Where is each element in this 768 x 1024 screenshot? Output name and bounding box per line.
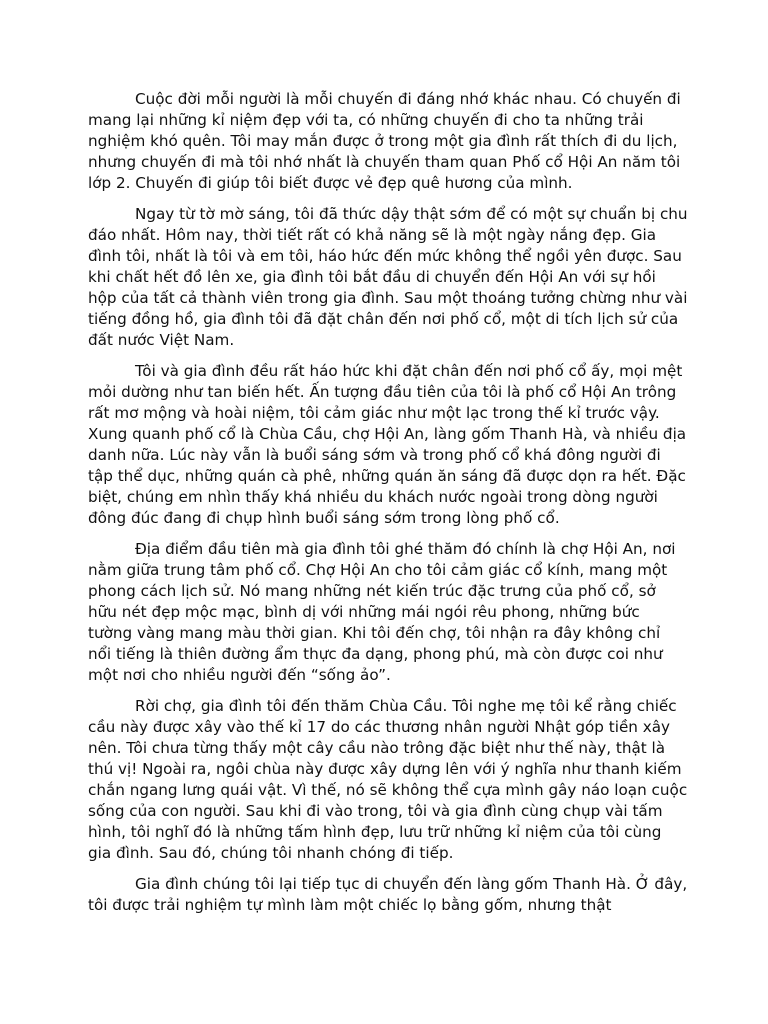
paragraph: Gia đình chúng tôi lại tiếp tục di chuyển đến làng gốm Thanh Hà. Ở đây, tôi được trải nghiệm tự mình làm một chiếc lọ bằng gốm, nhưng thật: [88, 875, 688, 914]
document-body: [88, 89, 688, 926]
paragraph: Tôi và gia đình đều rất háo hức khi đặt chân đến nơi phố cổ ấy, mọi mệt mỏi dường như tan biến hết. Ấn tượng đầu tiên của tôi là phố cổ Hội An trông rất mơ mộng và hoài niệm, tôi cảm giác như một lạc trong thế kỉ trước vậy. Xung quanh phố cổ là Chùa Cầu, chợ Hội An, làng gốm Thanh Hà, và nhiều địa danh nữa. Lúc này vẫn là buổi sáng sớm và trong phố cổ khá đông người đi tập thể dục, những quán cà phê, những quán ăn sáng đã được dọn ra hết. Đặc biệt, chúng em nhìn thấy khá nhiều du khách nước ngoài trong dòng người đông đúc đang đi chụp hình buổi sáng sớm trong lòng phố cổ.: [88, 362, 687, 527]
paragraph: Địa điểm đầu tiên mà gia đình tôi ghé thăm đó chính là chợ Hội An, nơi nằm giữa trung tâm phố cổ. Chợ Hội An cho tôi cảm giác cổ kính, mang một phong cách lịch sử. Nó mang những nét kiến trúc đặc trưng của phố cổ, sở hữu nét đẹp mộc mạc, bình dị với những mái ngói rêu phong, những bức tường vàng mang màu thời gian. Khi tôi đến chợ, tôi nhận ra đây không chỉ nổi tiếng là thiên đường ẩm thực đa dạng, phong phú, mà còn được coi như một nơi cho nhiều người đến “sống ảo”.: [88, 540, 676, 684]
paragraph: Rời chợ, gia đình tôi đến thăm Chùa Cầu. Tôi nghe mẹ tôi kể rằng chiếc cầu này được xây vào thế kỉ 17 do các thương nhân người Nhật góp tiền xây nên. Tôi chưa từng thấy một cây cầu nào trông đặc biệt như thế này, thật là thú vị! Ngoài ra, ngôi chùa này được xây dựng lên với ý nghĩa như thanh kiếm chắn ngang lưng quái vật. Vì thế, nó sẽ không thể cựa mình gây náo loạn cuộc sống của con người. Sau khi đi vào trong, tôi và gia đình cùng chụp vài tấm hình, tôi nghĩ đó là những tấm hình đẹp, lưu trữ những kỉ niệm của tôi cùng gia đình. Sau đó, chúng tôi nhanh chóng đi tiếp.: [88, 697, 688, 862]
paragraph: Ngay từ tờ mờ sáng, tôi đã thức dậy thật sớm để có một sự chuẩn bị chu đáo nhất. Hôm nay, thời tiết rất có khả năng sẽ là một ngày nắng đẹp. Gia đình tôi, nhất là tôi và em tôi, háo hức đến mức không thể ngồi yên được. Sau khi chất hết đồ lên xe, gia đình tôi bắt đầu di chuyển đến Hội An với sự hồi hộp của tất cả thành viên trong gia đình. Sau một thoáng tưởng chừng như vài tiếng đồng hồ, gia đình tôi đã đặt chân đến nơi phố cổ, một di tích lịch sử của đất nước Việt Nam.: [88, 205, 688, 349]
paragraph: Cuộc đời mỗi người là mỗi chuyến đi đáng nhớ khác nhau. Có chuyến đi mang lại những kỉ niệm đẹp với ta, có những chuyến đi cho ta những trải nghiệm khó quên. Tôi may mắn được ở trong một gia đình rất thích đi du lịch, nhưng chuyến đi mà tôi nhớ nhất là chuyến tham quan Phố cổ Hội An năm tôi lớp 2. Chuyến đi giúp tôi biết được vẻ đẹp quê hương của mình.: [88, 90, 681, 192]
